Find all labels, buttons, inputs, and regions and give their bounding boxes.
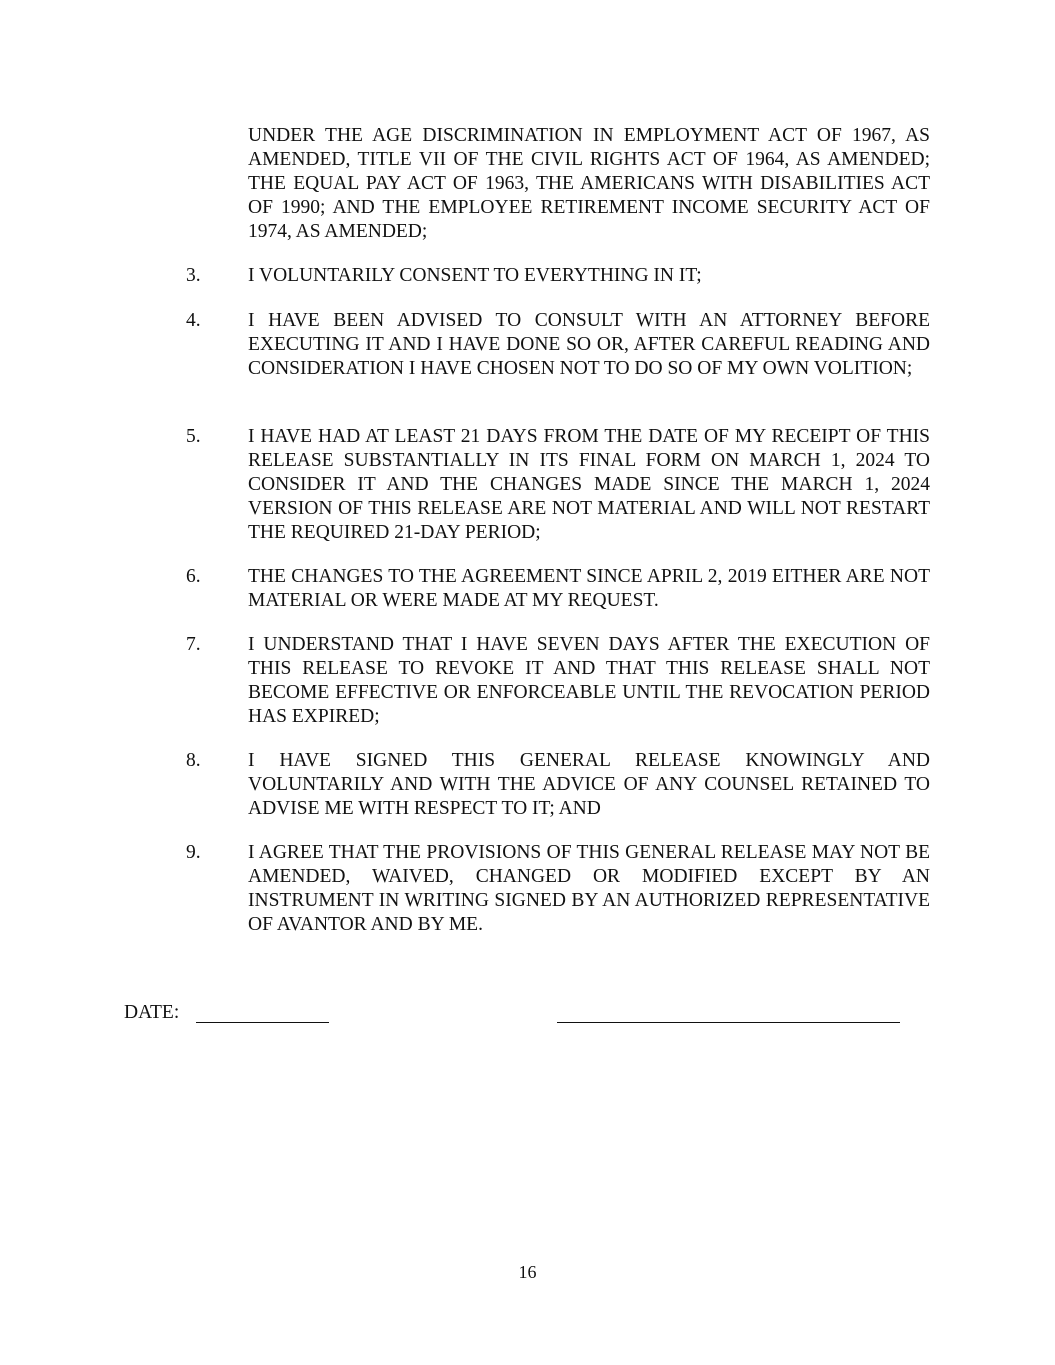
item-number: 6.: [186, 566, 201, 587]
item-number: 4.: [186, 310, 201, 331]
item-text: I HAVE HAD AT LEAST 21 DAYS FROM THE DATE OF MY RECEIPT OF THIS RELEASE SUBSTANTIALLY IN ITS FINAL FORM ON MARCH 1, 2024 TO CONSIDER IT AND THE CHANGES MADE SINCE THE MARCH 1, 2024 VERSION OF THIS RELEASE ARE NOT MATERIAL AND WILL NOT RESTART THE REQUIRED 21-DAY PERIOD;: [248, 426, 930, 543]
item-number: 3.: [186, 265, 201, 286]
date-label: DATE:: [124, 1002, 180, 1023]
page-number: 16: [518, 1262, 537, 1282]
signature-blank-line: [557, 1022, 900, 1023]
item-text: I AGREE THAT THE PROVISIONS OF THIS GENERAL RELEASE MAY NOT BE AMENDED, WAIVED, CHANGED OR MODIFIED EXCEPT BY AN INSTRUMENT IN WRITING SIGNED BY AN AUTHORIZED REPRESENTATIVE OF AVANTOR AND BY ME.: [248, 842, 930, 935]
item-number: 9.: [186, 842, 201, 863]
item-text: THE CHANGES TO THE AGREEMENT SINCE APRIL 2, 2019 EITHER ARE NOT MATERIAL OR WERE MADE AT MY REQUEST.: [248, 566, 930, 611]
item-number: 8.: [186, 750, 201, 771]
item-text: I HAVE SIGNED THIS GENERAL RELEASE KNOWINGLY AND VOLUNTARILY AND WITH THE ADVICE OF ANY COUNSEL RETAINED TO ADVISE ME WITH RESPECT TO IT; AND: [248, 750, 930, 819]
item-number: 7.: [186, 634, 201, 655]
continuation-paragraph: UNDER THE AGE DISCRIMINATION IN EMPLOYMENT ACT OF 1967, AS AMENDED, TITLE VII OF THE CIVIL RIGHTS ACT OF 1964, AS AMENDED; THE EQUAL PAY ACT OF 1963, THE AMERICANS WITH DISABILITIES ACT OF 1990; AND THE EMPLOYEE RETIREMENT INCOME SECURITY ACT OF 1974, AS AMENDED;: [248, 125, 930, 242]
item-text: I UNDERSTAND THAT I HAVE SEVEN DAYS AFTER THE EXECUTION OF THIS RELEASE TO REVOKE IT AND THAT THIS RELEASE SHALL NOT BECOME EFFECTIVE OR ENFORCEABLE UNTIL THE REVOCATION PERIOD HAS EXPIRED;: [248, 634, 930, 727]
date-blank-line: [196, 1022, 329, 1023]
item-text: I VOLUNTARILY CONSENT TO EVERYTHING IN IT;: [248, 265, 702, 286]
item-number: 5.: [186, 426, 201, 447]
item-text: I HAVE BEEN ADVISED TO CONSULT WITH AN ATTORNEY BEFORE EXECUTING IT AND I HAVE DONE SO OR, AFTER CAREFUL READING AND CONSIDERATION I HAVE CHOSEN NOT TO DO SO OF MY OWN VOLITION;: [248, 310, 930, 379]
